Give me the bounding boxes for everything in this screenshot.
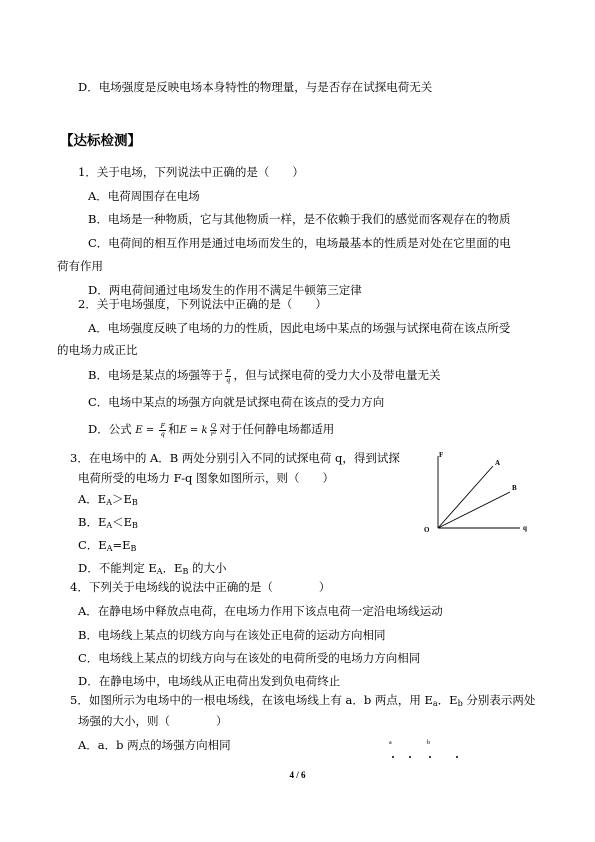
- q2-stem: 2．关于电场强度，下列说法中正确的是（ ）: [78, 297, 327, 311]
- formula-fraction: $\frac{F}{q}$: [225, 367, 231, 384]
- line-a: [438, 466, 493, 528]
- q1-option-c-line2: 荷有作用: [57, 259, 103, 273]
- q3-stem-line2: 电荷所受的电场力 F-q 图象如图所示，则（ ）: [78, 471, 335, 485]
- q3-option-b: B．$E_A<E_B$: [78, 515, 138, 530]
- q1-option-d: D．两电荷间通过电场发生的作用不满足牛顿第三定律: [88, 283, 362, 297]
- point-b-label: b: [427, 740, 430, 746]
- formula-e-kq-r2: E = k $\frac{Q}{\text{r²}}$: [179, 422, 217, 438]
- prev-option-d: D．电场强度是反映电场本身特性的物理量，与是否存在试探电荷无关: [78, 80, 433, 94]
- q5-stem-line1: 5．如图所示为电场中的一根电场线，在该电场线上有 a．b 两点，用 $E_a$．$E_b$ 分别表示两处: [70, 693, 536, 708]
- q5-option-a: A．a．b 两点的场强方向相同: [78, 738, 231, 752]
- q2-option-b: [88, 368, 440, 384]
- q1-option-c-line1: C．电荷间的相互作用是通过电场而发生的，电场最基本的性质是对处在它里面的电: [88, 236, 511, 250]
- q4-option-d: D．在静电场中，电场线从正电荷出发到负电荷终止: [78, 674, 341, 688]
- q2-option-c: C．电场中某点的场强方向就是试探电荷在该点的受力方向: [88, 395, 385, 409]
- line-b: [438, 492, 510, 528]
- q1-stem: 1．关于电场，下列说法中正确的是（ ）: [78, 165, 304, 179]
- point-a: [392, 756, 394, 758]
- q4-stem: 4．下列关于电场线的说法中正确的是（ ）: [70, 580, 331, 594]
- fq-graph: [420, 446, 545, 538]
- q1-option-a: A．电荷周围存在电场: [88, 189, 200, 203]
- point-a-label: a: [389, 740, 392, 746]
- q3-option-c: C．$E_A=E_B$: [78, 538, 137, 553]
- q3-option-d: D．不能判定 $E_A$．$E_B$ 的大小: [78, 561, 227, 576]
- q3-stem-line1: 3．在电场中的 A．B 两处分别引入不同的试探电荷 q，得到试探: [70, 451, 400, 465]
- q1-option-b: B．电场是一种物质，它与其他物质一样，是不依赖于我们的感觉而客观存在的物质: [88, 212, 511, 226]
- q2-option-b-post: ，但与试探电荷的受力大小及带电量无关: [233, 368, 441, 382]
- point-mid-1: [409, 756, 411, 758]
- q4-option-b: B．电场线上某点的切线方向与在该处正电荷的运动方向相同: [78, 628, 386, 642]
- field-line-figure: [385, 733, 465, 763]
- q2-option-a-line1: A．电场强度反映了电场的力的性质，因此电场中某点的场强与试探电荷在该点所受: [88, 321, 511, 335]
- q2-option-d: D．公式 E = $\frac{F}{q}$ 和E = k $\frac{Q}{\text{r²}}$ 对于任何静电场都适用: [88, 422, 335, 438]
- point-b: [429, 756, 431, 758]
- q4-option-c: C．电场线上某点的切线方向与在该处的电荷所受的电场力方向相同: [78, 651, 421, 665]
- origin-label: O: [424, 526, 430, 534]
- q2-option-a-line2: 的电场力成正比: [57, 343, 138, 357]
- q3-option-a: A．$E_A>E_B$: [78, 492, 138, 507]
- x-axis-label: q: [523, 524, 527, 532]
- q2-option-b-pre: B．电场是某点的场强等于: [88, 368, 223, 382]
- page-number: 4 / 6: [289, 770, 306, 780]
- y-axis-label: F: [439, 451, 444, 459]
- q4-option-a: A．在静电场中释放点电荷，在电场力作用下该点电荷一定沿电场线运动: [78, 604, 443, 618]
- formula-e-f-q: E = $\frac{F}{q}$: [135, 422, 165, 438]
- line-a-label: A: [495, 459, 501, 467]
- q5-stem-line2: 场强的大小，则（ ）: [78, 714, 228, 728]
- point-mid-2: [456, 756, 458, 758]
- section-title: 【达标检测】: [60, 133, 141, 149]
- line-b-label: B: [512, 484, 517, 492]
